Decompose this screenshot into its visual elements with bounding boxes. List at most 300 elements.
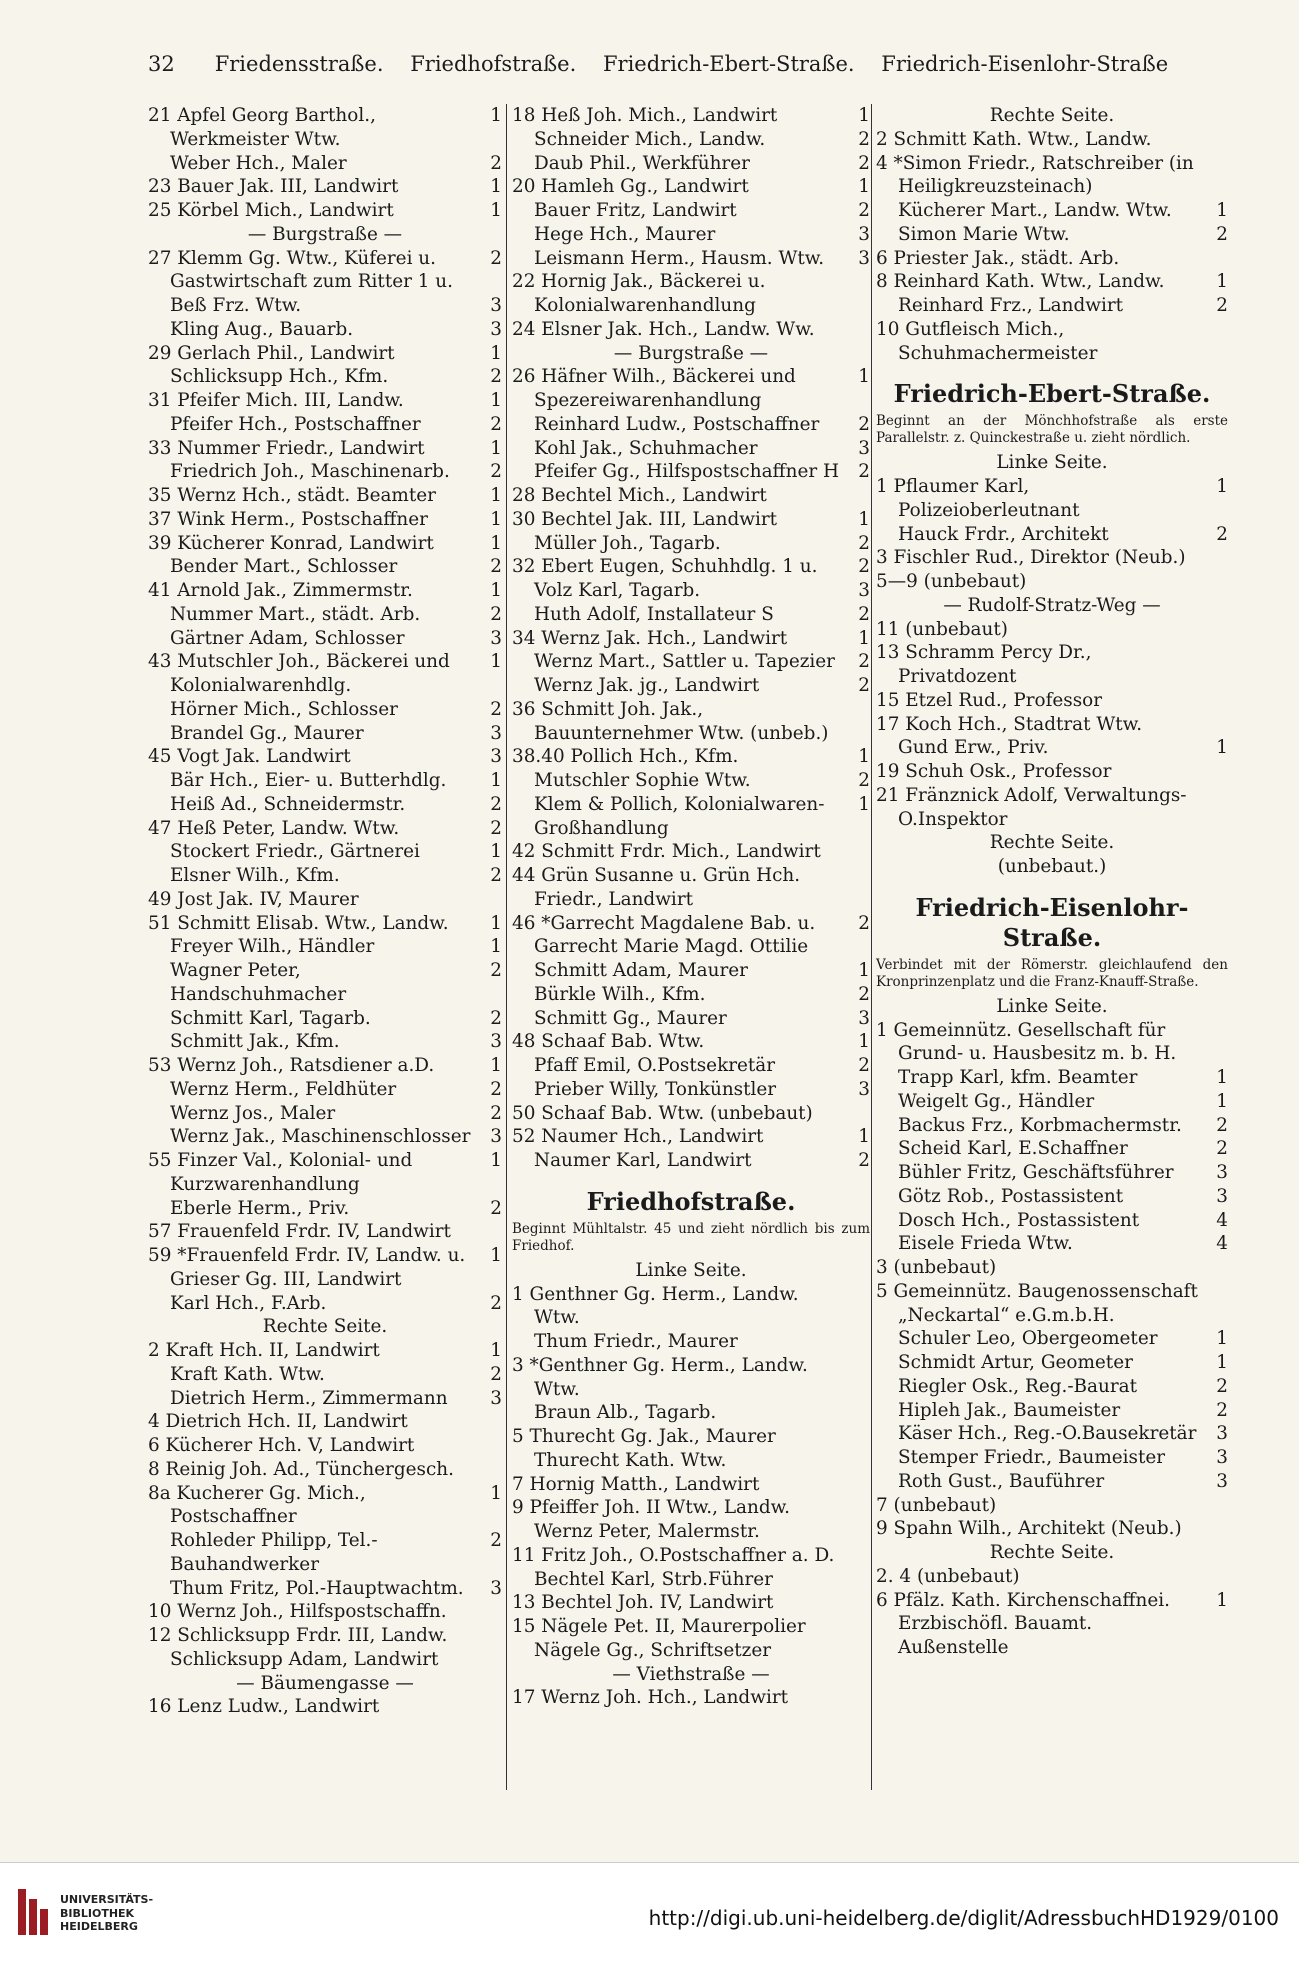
resident-entry <box>512 1078 870 1102</box>
address-entry <box>512 555 870 579</box>
address-entry <box>148 175 502 199</box>
header-title-3: Friedrich-Ebert-Straße. <box>602 52 855 76</box>
address-entry <box>512 318 870 342</box>
entry-text: 44 Grün Susanne u. Grün Hch. Friedr., Landwirt <box>512 865 801 910</box>
entry-text: 29 Gerlach Phil., Landwirt <box>148 342 395 364</box>
address-entry <box>148 817 502 841</box>
entry-text: Klem & Pollich, Kolonialwaren-Großhandlung <box>534 793 825 839</box>
entry-text: 13 Bechtel Joh. IV, Landwirt <box>512 1592 774 1614</box>
resident-entry <box>876 1161 1228 1185</box>
entry-text: 19 Schuh Osk., Professor <box>876 761 1112 782</box>
floor-number: 2 <box>858 651 870 673</box>
entry-text: 20 Hamleh Gg., Landwirt <box>512 176 749 198</box>
resident-entry <box>512 437 870 461</box>
source-url-link[interactable]: http://digi.ub.uni-heidelberg.de/diglit/AdressbuchHD1929/0100 <box>648 1906 1279 1930</box>
entry-text: Kraft Kath. Wtw. <box>170 1363 325 1385</box>
entry-text: Wernz Herm., Feldhüter <box>170 1078 397 1100</box>
entry-text: Karl Hch., F.Arb. <box>170 1292 327 1314</box>
entry-text: 51 Schmitt Elisab. Wtw., Landw. <box>148 912 449 934</box>
resident-entry <box>876 1232 1228 1256</box>
floor-number: 1 <box>858 746 870 768</box>
floor-number: 3 <box>490 1387 502 1409</box>
resident-entry <box>512 247 870 271</box>
address-entry <box>876 318 1228 366</box>
floor-number: 2 <box>858 128 870 150</box>
entry-text: 25 Körbel Mich., Landwirt <box>148 200 394 221</box>
entry-text: 28 Bechtel Mich., Landwirt <box>512 485 767 506</box>
resident-entry <box>148 152 502 176</box>
floor-number: 1 <box>1216 476 1228 497</box>
entry-text: Reinhard Frz., Landwirt <box>898 295 1124 316</box>
section-heading <box>876 1541 1228 1565</box>
entry-text: Stemper Friedr., Baumeister <box>898 1447 1166 1468</box>
floor-number: 3 <box>858 437 870 459</box>
address-entry <box>148 484 502 508</box>
entry-text: 49 Jost Jak. IV, Maurer <box>148 888 359 910</box>
street-title <box>512 1187 870 1217</box>
entry-text: Hörner Mich., Schlosser <box>170 698 398 720</box>
floor-number: 2 <box>858 413 870 435</box>
entry-text: Nummer Mart., städt. Arb. <box>170 603 421 625</box>
floor-number: 2 <box>1216 523 1228 545</box>
address-entry <box>512 912 870 960</box>
address-entry <box>148 247 502 295</box>
floor-number: 1 <box>858 960 870 981</box>
floor-number: 2 <box>858 912 870 934</box>
address-entry <box>512 1283 870 1331</box>
floor-number: 2 <box>490 698 502 720</box>
entry-text: Roth Gust., Bauführer <box>898 1470 1105 1492</box>
section-heading <box>876 594 1228 618</box>
floor-number: 2 <box>490 1197 502 1219</box>
resident-entry <box>876 1327 1228 1351</box>
entry-text: 3 Fischler Rud., Direktor (Neub.) <box>876 547 1186 569</box>
entry-text: 37 Wink Herm., Postschaffner <box>148 508 428 530</box>
resident-entry <box>148 413 502 437</box>
floor-number: 2 <box>490 960 502 981</box>
entry-text: Linke Seite. <box>635 1259 747 1281</box>
entry-text: 21 Fränznick Adolf, Verwaltungs-O.Inspektor <box>876 784 1187 830</box>
entry-text: 4 *Simon Friedr., Ratschreiber (in Heiligkreuzsteinach) <box>876 152 1194 198</box>
floor-number: 1 <box>490 532 502 554</box>
floor-number: 2 <box>490 865 502 886</box>
entry-text: 7 Hornig Matth., Landwirt <box>512 1473 760 1495</box>
entry-text: 52 Naumer Hch., Landwirt <box>512 1126 764 1148</box>
floor-number: 1 <box>1216 1067 1228 1088</box>
resident-entry <box>876 1185 1228 1209</box>
entry-text: 5 Gemeinnütz. Baugenossenschaft „Neckartal“ e.G.m.b.H. <box>876 1280 1198 1326</box>
entry-text: Hege Hch., Maurer <box>534 223 716 245</box>
address-entry <box>876 1589 1228 1660</box>
resident-entry <box>876 1399 1228 1423</box>
address-entry <box>876 784 1228 832</box>
floor-number: 2 <box>490 1292 502 1314</box>
address-entry <box>876 1280 1228 1328</box>
resident-entry <box>148 1125 502 1149</box>
address-entry <box>512 484 870 508</box>
entry-text: Braun Alb., Tagarb. <box>534 1402 717 1424</box>
resident-entry <box>876 223 1228 247</box>
address-entry <box>512 1425 870 1449</box>
entry-text: Pfeifer Hch., Postschaffner <box>170 413 421 435</box>
address-entry <box>512 1473 870 1497</box>
floor-number: 1 <box>490 508 502 530</box>
floor-number: 1 <box>490 1245 502 1266</box>
floor-number: 3 <box>490 627 502 649</box>
entry-text: 2. 4 (unbebaut) <box>876 1565 1020 1587</box>
entry-text: Rechte Seite. <box>989 105 1115 126</box>
column-left <box>148 104 502 1719</box>
entry-text: 6 Kücherer Hch. V, Landwirt <box>148 1435 415 1456</box>
floor-number: 1 <box>490 1150 502 1171</box>
column-right <box>876 104 1228 1660</box>
resident-entry <box>148 603 502 627</box>
floor-number: 1 <box>490 770 502 791</box>
address-entry <box>148 912 502 936</box>
resident-entry <box>148 959 502 1007</box>
entry-text: 6 Pfälz. Kath. Kirchenschaffnei. Erzbischöfl. Bauamt. Außenstelle <box>876 1589 1170 1658</box>
floor-number: 1 <box>1216 200 1228 221</box>
resident-entry <box>512 1330 870 1354</box>
entry-text: 3 (unbebaut) <box>876 1257 997 1278</box>
floor-number: 3 <box>1216 1423 1228 1445</box>
address-entry <box>148 437 502 461</box>
entry-text: Eberle Herm., Priv. <box>170 1197 350 1219</box>
entry-text: 6 Priester Jak., städt. Arb. <box>876 247 1120 269</box>
floor-number: 3 <box>1216 1470 1228 1492</box>
address-entry <box>876 546 1228 570</box>
floor-number: 1 <box>1216 1090 1228 1112</box>
entry-text: Dosch Hch., Postassistent <box>898 1209 1140 1231</box>
section-heading <box>876 995 1228 1019</box>
section-heading <box>512 342 870 366</box>
resident-entry <box>876 1114 1228 1138</box>
resident-entry <box>148 1102 502 1126</box>
entry-text: Bühler Fritz, Geschäftsführer <box>898 1162 1174 1183</box>
floor-number: 1 <box>1216 737 1228 759</box>
entry-text: 41 Arnold Jak., Zimmermstr. <box>148 580 413 601</box>
entry-text: 53 Wernz Joh., Ratsdiener a.D. <box>148 1055 435 1076</box>
address-entry <box>512 1354 870 1402</box>
entry-text: Wernz Jak. jg., Landwirt <box>534 675 760 696</box>
address-entry <box>148 888 502 912</box>
resident-entry <box>148 722 502 746</box>
section-heading <box>148 223 502 247</box>
entry-text: Friedrich-Eisenlohr-Straße. <box>915 892 1189 952</box>
floor-number: 2 <box>490 1007 502 1029</box>
resident-entry <box>876 1090 1228 1114</box>
entry-text: 55 Finzer Val., Kolonial- und Kurzwarenhandlung <box>148 1150 413 1195</box>
resident-entry <box>512 769 870 793</box>
entry-text: Weber Hch., Maler <box>170 152 347 174</box>
entry-text: 18 Heß Joh. Mich., Landwirt <box>512 105 778 126</box>
address-entry <box>876 247 1228 271</box>
entry-text: 1 Genthner Gg. Herm., Landw. Wtw. <box>512 1283 799 1329</box>
address-entry <box>148 1434 502 1458</box>
address-entry <box>148 104 502 152</box>
resident-entry <box>148 318 502 342</box>
floor-number: 4 <box>1216 1209 1228 1231</box>
entry-text: 46 *Garrecht Magdalene Bab. u. Garrecht Marie Magd. Ottilie <box>512 912 816 958</box>
section-heading <box>876 104 1228 128</box>
entry-text: Bauer Fritz, Landwirt <box>534 200 737 221</box>
floor-number: 3 <box>1216 1162 1228 1183</box>
entry-text: Linke Seite. <box>996 452 1108 474</box>
floor-number: 2 <box>1216 1114 1228 1136</box>
entry-text: Volz Karl, Tagarb. <box>534 580 701 601</box>
resident-entry <box>512 460 870 484</box>
floor-number: 2 <box>490 1102 502 1124</box>
entry-text: 32 Ebert Eugen, Schuhhdlg. 1 u. <box>512 556 818 578</box>
floor-number: 2 <box>490 413 502 435</box>
header-title-4: Friedrich-Eisenlohr-Straße <box>881 52 1169 76</box>
resident-entry <box>512 1449 870 1473</box>
section-heading <box>876 831 1228 855</box>
resident-entry <box>512 1568 870 1592</box>
entry-text: 30 Bechtel Jak. III, Landwirt <box>512 508 778 530</box>
entry-text: Schmitt Gg., Maurer <box>534 1007 727 1029</box>
entry-text: Verbindet mit der Römerstr. gleichlaufend den Kronprinzenplatz und die Franz-Knauff-Straße. <box>876 956 1228 990</box>
entry-text: — Rudolf-Stratz-Weg — <box>943 594 1161 616</box>
entry-text: Pfaff Emil, O.Postsekretär <box>534 1055 776 1076</box>
resident-entry <box>148 1292 502 1316</box>
floor-number: 2 <box>858 1055 870 1076</box>
column-divider-left <box>506 104 507 1790</box>
section-heading <box>876 855 1228 879</box>
entry-text: 48 Schaaf Bab. Wtw. <box>512 1031 705 1053</box>
resident-entry <box>512 223 870 247</box>
resident-entry <box>512 1639 870 1663</box>
resident-entry <box>876 1422 1228 1446</box>
entry-text: Hipleh Jak., Baumeister <box>898 1399 1121 1421</box>
floor-number: 2 <box>858 152 870 174</box>
entry-text: 15 Etzel Rud., Professor <box>876 689 1103 711</box>
address-entry <box>148 342 502 366</box>
entry-text: 45 Vogt Jak. Landwirt <box>148 746 351 768</box>
header-title-1: Friedensstraße. <box>214 52 384 76</box>
entry-text: 10 Wernz Joh., Hilfspostschaffn. <box>148 1601 447 1623</box>
resident-entry <box>148 1577 502 1601</box>
entry-text: 31 Pfeifer Mich. III, Landw. <box>148 390 404 411</box>
resident-entry <box>512 1149 870 1173</box>
library-logo-icon <box>18 1889 48 1935</box>
resident-entry <box>148 460 502 484</box>
entry-text: Wernz Jak., Maschinenschlosser <box>170 1126 471 1148</box>
floor-number: 2 <box>490 461 502 483</box>
entry-text: Wernz Jos., Maler <box>170 1102 336 1124</box>
floor-number: 1 <box>858 508 870 530</box>
entry-text: 7 (unbebaut) <box>876 1494 997 1516</box>
address-entry <box>876 760 1228 784</box>
entry-text: 5—9 (unbebaut) <box>876 571 1027 592</box>
address-entry <box>512 1030 870 1054</box>
resident-entry <box>512 413 870 437</box>
address-entry <box>148 532 502 556</box>
entry-text: 26 Häfner Wilh., Bäckerei und Spezereiwarenhandlung <box>512 366 796 411</box>
entry-text: (unbebaut.) <box>997 856 1107 877</box>
floor-number: 3 <box>1216 1185 1228 1207</box>
entry-text: Müller Joh., Tagarb. <box>534 532 721 554</box>
floor-number: 2 <box>858 556 870 578</box>
floor-number: 1 <box>858 627 870 649</box>
floor-number: 3 <box>858 247 870 269</box>
resident-entry <box>512 152 870 176</box>
entry-text: — Burgstraße — <box>613 342 769 364</box>
page-number: 32 <box>148 52 175 76</box>
address-entry <box>876 570 1228 594</box>
address-entry <box>148 199 502 223</box>
entry-text: 42 Schmitt Frdr. Mich., Landwirt <box>512 841 821 863</box>
entry-text: Wernz Peter, Malermstr. <box>534 1521 760 1542</box>
entry-text: Rechte Seite. <box>989 832 1115 854</box>
entry-text: Freyer Wilh., Händler <box>170 936 375 958</box>
entry-text: 1 Pflaumer Karl, Polizeioberleutnant <box>876 476 1080 521</box>
floor-number: 2 <box>1216 1375 1228 1397</box>
entry-text: 47 Heß Peter, Landw. Wtw. <box>148 817 400 839</box>
library-name: UNIVERSITÄTS- BIBLIOTHEK HEIDELBERG <box>60 1893 154 1933</box>
entry-text: 5 Thurecht Gg. Jak., Maurer <box>512 1426 776 1447</box>
entry-text: 3 *Genthner Gg. Herm., Landw. Wtw. <box>512 1354 808 1400</box>
entry-text: Schuler Leo, Obergeometer <box>898 1328 1158 1350</box>
address-entry <box>512 508 870 532</box>
resident-entry <box>512 128 870 152</box>
entry-text: Dietrich Herm., Zimmermann <box>170 1387 448 1409</box>
address-entry <box>876 1565 1228 1589</box>
entry-text: Rechte Seite. <box>262 1316 388 1338</box>
floor-number: 2 <box>858 200 870 221</box>
entry-text: Naumer Karl, Landwirt <box>534 1150 752 1171</box>
entry-text: 35 Wernz Hch., städt. Beamter <box>148 485 436 506</box>
resident-entry <box>876 1375 1228 1399</box>
floor-number: 2 <box>858 532 870 554</box>
floor-number: 1 <box>858 366 870 388</box>
floor-number: 1 <box>490 390 502 411</box>
entry-text: Prieber Willy, Tonkünstler <box>534 1078 777 1100</box>
resident-entry <box>148 1197 502 1221</box>
address-entry <box>512 175 870 199</box>
address-entry <box>512 1496 870 1520</box>
address-entry <box>876 1517 1228 1541</box>
floor-number: 1 <box>490 176 502 198</box>
entry-text: Thum Friedr., Maurer <box>534 1331 738 1352</box>
entry-text: Bürkle Wilh., Kfm. <box>534 983 706 1005</box>
floor-number: 1 <box>858 1126 870 1148</box>
entry-text: Reinhard Ludw., Postschaffner <box>534 413 820 435</box>
entry-text: Daub Phil., Werkführer <box>534 152 750 174</box>
address-entry <box>148 1695 502 1719</box>
resident-entry <box>512 650 870 674</box>
resident-entry <box>148 294 502 318</box>
column-divider-right <box>871 104 872 1790</box>
resident-entry <box>876 1470 1228 1494</box>
resident-entry <box>512 603 870 627</box>
entry-text: Simon Marie Wtw. <box>898 223 1070 245</box>
floor-number: 1 <box>858 176 870 198</box>
entry-text: Backus Frz., Korbmachermstr. <box>898 1114 1182 1136</box>
floor-number: 3 <box>490 722 502 744</box>
resident-entry <box>512 674 870 698</box>
header-title-2: Friedhofstraße. <box>410 52 577 76</box>
entry-text: Linke Seite. <box>996 995 1108 1017</box>
entry-text: — Bäumengasse — <box>236 1672 414 1694</box>
section-heading <box>148 1672 502 1696</box>
resident-entry <box>876 1209 1228 1233</box>
resident-entry <box>512 199 870 223</box>
floor-number: 3 <box>490 746 502 768</box>
entry-text: Käser Hch., Reg.-O.Bausekretär <box>898 1423 1197 1445</box>
entry-text: Eisele Frieda Wtw. <box>898 1233 1073 1255</box>
entry-text: 33 Nummer Friedr., Landwirt <box>148 437 425 459</box>
resident-entry <box>512 1007 870 1031</box>
section-heading <box>148 1315 502 1339</box>
entry-text: 27 Klemm Gg. Wtw., Küferei u. Gastwirtschaft zum Ritter 1 u. <box>148 247 453 293</box>
resident-entry <box>148 698 502 722</box>
entry-text: Wagner Peter, Handschuhmacher <box>170 960 347 1005</box>
resident-entry <box>148 1387 502 1411</box>
entry-text: Kling Aug., Bauarb. <box>170 318 354 340</box>
address-entry <box>876 1256 1228 1280</box>
floor-number: 1 <box>490 580 502 601</box>
floor-number: 2 <box>858 675 870 696</box>
entry-text: Schneider Mich., Landw. <box>534 128 766 150</box>
entry-text: Schmitt Karl, Tagarb. <box>170 1007 371 1029</box>
entry-text: 36 Schmitt Joh. Jak., Bauunternehmer Wtw. (unbeb.) <box>512 698 829 744</box>
floor-number: 1 <box>490 841 502 863</box>
resident-entry <box>876 1137 1228 1161</box>
resident-entry <box>148 555 502 579</box>
street-description <box>876 413 1228 447</box>
floor-number: 1 <box>490 485 502 506</box>
entry-text: 57 Frauenfeld Frdr. IV, Landwirt <box>148 1221 451 1243</box>
resident-entry <box>148 1363 502 1387</box>
entry-text: Stockert Friedr., Gärtnerei <box>170 841 420 863</box>
entry-text: Bechtel Karl, Strb.Führer <box>534 1568 773 1590</box>
entry-text: 34 Wernz Jak. Hch., Landwirt <box>512 627 788 649</box>
entry-text: Thum Fritz, Pol.-Hauptwachtm. <box>170 1577 464 1599</box>
resident-entry <box>148 864 502 888</box>
resident-entry <box>512 983 870 1007</box>
address-entry <box>148 1600 502 1624</box>
entry-text: Friedhofstraße. <box>586 1186 796 1216</box>
resident-entry <box>512 1401 870 1425</box>
address-entry <box>876 641 1228 689</box>
entry-text: Scheid Karl, E.Schaffner <box>898 1138 1128 1160</box>
floor-number: 2 <box>490 152 502 174</box>
entry-text: 39 Kücherer Konrad, Landwirt <box>148 532 434 554</box>
address-entry <box>876 475 1228 523</box>
address-entry <box>512 1102 870 1126</box>
address-entry <box>512 1591 870 1615</box>
entry-text: Schmidt Artur, Geometer <box>898 1352 1133 1373</box>
entry-text: Mutschler Sophie Wtw. <box>534 770 751 791</box>
floor-number: 1 <box>490 437 502 459</box>
floor-number: 2 <box>1216 1399 1228 1421</box>
entry-text: Götz Rob., Postassistent <box>898 1185 1124 1207</box>
floor-number: 4 <box>1216 1233 1228 1255</box>
resident-entry <box>876 199 1228 223</box>
resident-entry <box>148 365 502 389</box>
entry-text: 22 Hornig Jak., Bäckerei u. Kolonialwarenhandlung <box>512 271 766 316</box>
floor-number: 2 <box>858 603 870 625</box>
entry-text: Heiß Ad., Schneidermstr. <box>170 793 406 815</box>
section-heading <box>876 451 1228 475</box>
floor-number: 1 <box>1216 271 1228 293</box>
floor-number: 3 <box>858 1078 870 1100</box>
entry-text: Pfeifer Gg., Hilfspostschaffner H <box>534 461 840 483</box>
entry-text: — Viethstraße — <box>612 1663 770 1685</box>
floor-number: 2 <box>1216 223 1228 245</box>
entry-text: Schmitt Jak., Kfm. <box>170 1031 340 1053</box>
